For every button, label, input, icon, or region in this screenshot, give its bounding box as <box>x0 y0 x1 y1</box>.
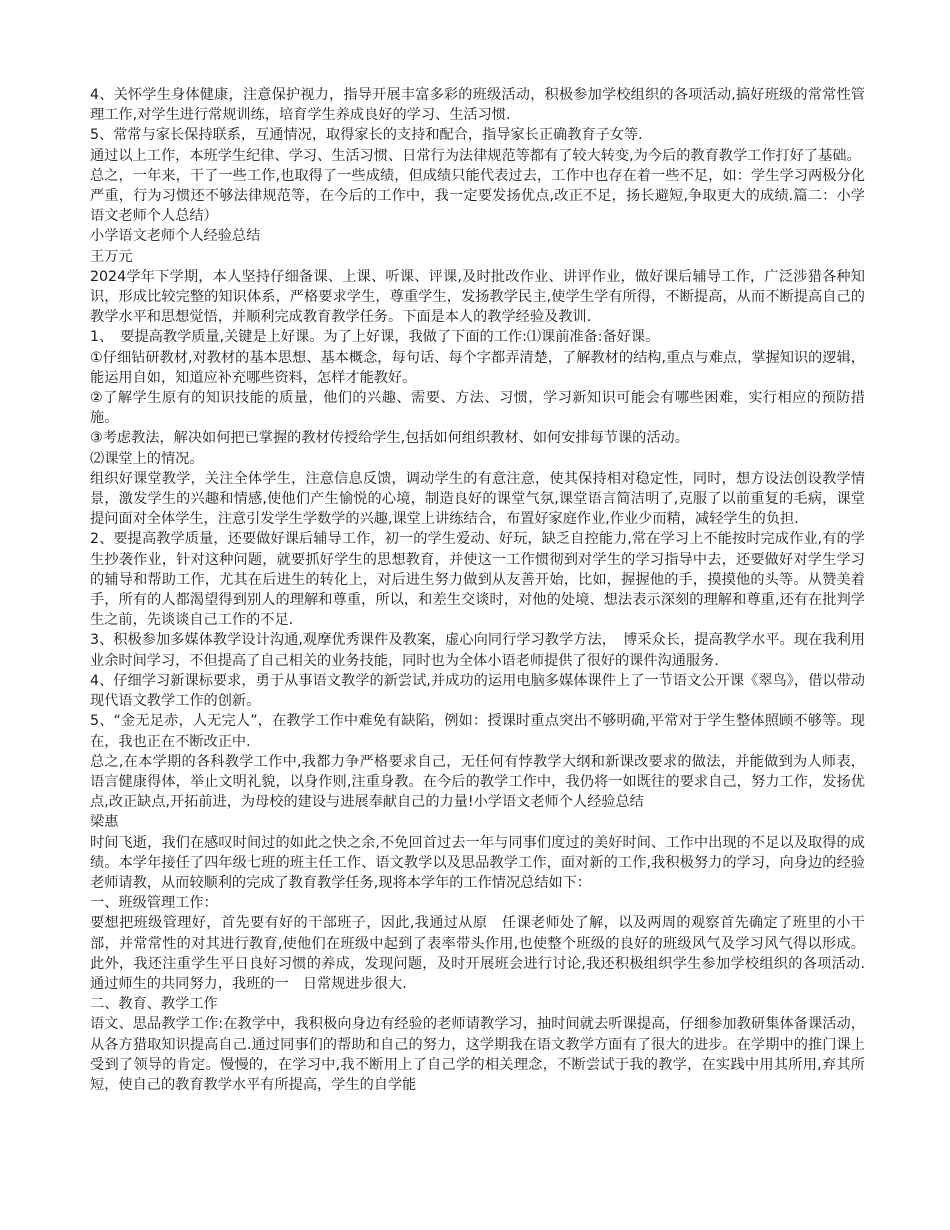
subheading: 一、班级管理工作： <box>90 895 218 912</box>
paragraph: 组织好课堂教学，关注全体学生，注意信息反馈，调动学生的有意注意，使其保持相对稳定性，同时，想方设法创设教学情景，激发学生的兴趣和情感,使他们产生愉悦的心境，制造良好的课堂气氛,课堂语言简洁明了,克服了以前重复的毛病，课堂提问面对全体学生，注意引发学生学数学的兴趣,课堂上讲练结合，布置好家庭作业,作业少而精，减轻学生的负担. <box>90 470 865 528</box>
subheading: 二、教育、教学工作 <box>90 996 218 1013</box>
paragraph: ①仔细钻研教材,对教材的基本思想、基本概念，每句话、每个字都弄清楚，了解教材的结构,重点与难点，掌握知识的逻辑，能运用自如，知道应补充哪些资料，怎样才能教好。 <box>90 349 865 386</box>
paragraph: 要想把班级管理好，首先要有好的干部班子，因此,我通过从原 任课老师处了解，以及两周的观察首先确定了班里的小干部，并常常性的对其进行教育,使他们在班级中起到了表率带头作用,也使整个班级的良好的班级风气及学习风气得以形成。此外，我还注重学生平日良好习惯的养成，发现问题，及时开展班会进行讨论,我还积极组织学生参加学校组织的各项活动.通过师生的共同努力，我班的一 日常规进步很大. <box>90 915 865 992</box>
author-name: 梁惠 <box>90 814 119 831</box>
document-body <box>90 85 865 1095</box>
paragraph: 4、仔细学习新课标要求，勇于从事语文教学的新尝试,并成功的运用电脑多媒体课件上了一节语文公开课《翠鸟》，借以带动现代语文教学工作的创新。 <box>90 672 865 710</box>
paragraph: 5、常常与家长保持联系，互通情况，取得家长的支持和配合，指导家长正确教育子女等. <box>90 127 643 144</box>
paragraph: 3、积极参加多媒体教学设计沟通,观摩优秀课件及教案，虚心向同行学习教学方法， 博采众长，提高教学水平。现在我利用业余时间学习，不但提高了自己相关的业务技能，同时也为全体小语老师提供了很好的课件沟通服务. <box>90 632 865 669</box>
paragraph: 1、 要提高教学质量,关键是上好课。为了上好课，我做了下面的工作:⑴课前准备:备好课。 <box>90 329 660 346</box>
subheading: ⑵课堂上的情况。 <box>90 450 204 467</box>
paragraph: ③考虑教法，解决如何把已掌握的教材传授给学生,包括如何组织教材、如何安排每节课的活动。 <box>90 430 689 447</box>
paragraph: 2024学年下学期，本人坚持仔细备课、上课、听课、评课,及时批改作业、讲评作业，做好课后辅导工作，广泛涉猎各种知识，形成比较完整的知识体系，严格要求学生，尊重学生，发扬教学民主,使学生学有所得，不断提高，从而不断提高自己的教学水平和思想觉悟，并顺利完成教育教学任务。下面是本人的教学经验及教训. <box>90 268 865 326</box>
paragraph: 4、关怀学生身体健康，注意保护视力，指导开展丰富多彩的班级活动，积极参加学校组织的各项活动,搞好班级的常常性管理工作,对学生进行常规训练，培育学生养成良好的学习、生活习惯. <box>90 87 865 124</box>
paragraph: 语文、思品教学工作:在教学中，我积极向身边有经验的老师请教学习，抽时间就去听课提高，仔细参加教研集体备课活动，从各方猎取知识提高自己.通过同事们的帮助和自己的努力，这学期我在语文教学方面有了很大的进步。在学期中的推门课上受到了领导的肯定。慢慢的，在学习中,我不断用上了自己学的相关理念，不断尝试于我的教学，在实践中用其所用,弃其所短，使自己的教育教学水平有所提高，学生的自学能 <box>90 1016 865 1093</box>
paragraph: 通过以上工作，本班学生纪律、学习、生活习惯、日常行为法律规范等都有了较大转变,为今后的教育教学工作打好了基础。 <box>90 147 861 164</box>
paragraph: 总之,在本学期的各科教学工作中,我都力争严格要求自己，无任何有悖教学大纲和新课改要求的做法，并能做到为人师表，语言健康得体，举止文明礼貌，以身作则,注重身教。在今后的教学工作中，我仍将一如既往的要求自己，努力工作，发扬优点,改正缺点,开拓前进，为母校的建设与进展奉献自己的力量!小学语文老师个人经验总结 <box>90 753 865 811</box>
section-title: 小学语文老师个人经验总结 <box>90 228 261 245</box>
paragraph: 时间飞逝，我们在感叹时间过的如此之快之余,不免回首过去一年与同事们度过的美好时间、工作中出现的不足以及取得的成绩。本学年接任了四年级七班的班主任工作、语文教学以及思品教学工作，面对新的工作,我积极努力的学习，向身边的经验老师请教，从而较顺利的完成了教育教学任务,现将本学年的工作情况总结如下： <box>90 834 865 891</box>
paragraph: 2、要提高教学质量，还要做好课后辅导工作，初一的学生爱动、好玩，缺乏自控能力,常在学习上不能按时完成作业,有的学生抄袭作业，针对这种问题，就要抓好学生的思想教育，并使这一工作惯彻到对学生的学习指导中去，还要做好对学生学习的辅导和帮助工作，尤其在后进生的转化上，对后进生努力做到从友善开始，比如，握握他的手，摸摸他的头等。从赞美着手，所有的人都渴望得到别人的理解和尊重，所以，和差生交谈时，对他的处境、想法表示深刻的理解和尊重,还有在批判学生之前，先谈谈自己工作的不足. <box>90 531 865 629</box>
paragraph: 总之，一年来，干了一些工作,也取得了一些成绩，但成绩只能代表过去，工作中也存在着一些不足，如：学生学习两极分化严重，行为习惯还不够法律规范等，在今后的工作中，我一定要发扬优点,改正不足，扬长避短,争取更大的成绩.篇二：小学语文老师个人总结） <box>90 167 865 225</box>
paragraph: ②了解学生原有的知识技能的质量，他们的兴趣、需要、方法、习惯，学习新知识可能会有哪些困难，实行相应的预防措施。 <box>90 390 865 427</box>
paragraph: 5、“金无足赤，人无完人”，在教学工作中难免有缺陷，例如：授课时重点突出不够明确,平常对于学生整体照顾不够等。现在，我也正在不断改正中. <box>90 713 865 750</box>
author-name: 王万元 <box>90 248 133 265</box>
